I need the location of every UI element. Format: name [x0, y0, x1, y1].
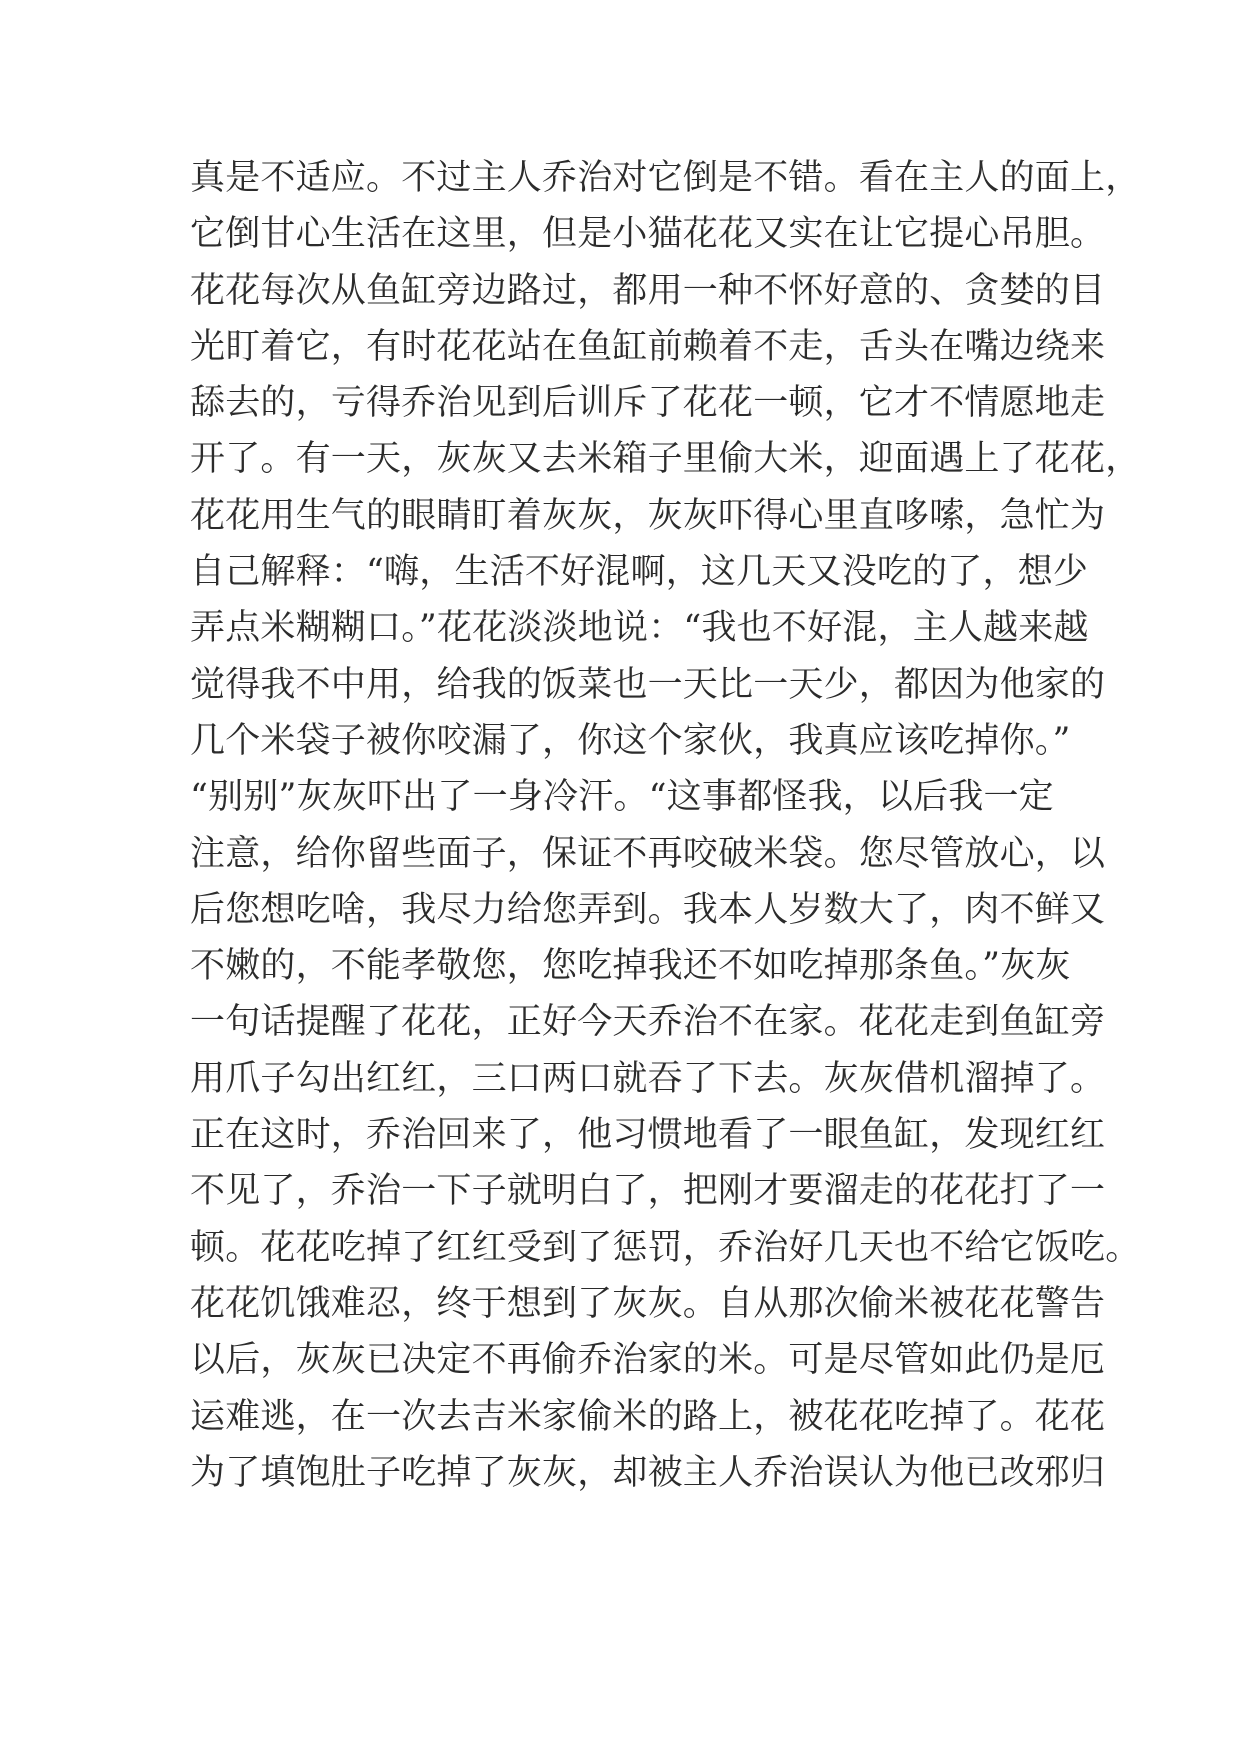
text-line: 后您想吃啥，我尽力给您弄到。我本人岁数大了，肉不鲜又 — [190, 889, 1106, 930]
text-line: “别别”灰灰吓出了一身冷汗。“这事都怪我，以后我一定 — [190, 777, 1054, 818]
text-line: 用爪子勾出红红，三口两口就吞了下去。灰灰借机溜掉了。 — [190, 1058, 1106, 1099]
text-line: 不见了，乔治一下子就明白了，把刚才要溜走的花花打了一 — [190, 1171, 1106, 1212]
text-line: 运难逃，在一次去吉米家偷米的路上，被花花吃掉了。花花 — [190, 1396, 1106, 1437]
text-line: 为了填饱肚子吃掉了灰灰，却被主人乔治误认为他已改邪归 — [190, 1452, 1106, 1493]
text-line: 顿。花花吃掉了红红受到了惩罚，乔治好几天也不给它饭吃。 — [190, 1227, 1141, 1268]
text-line: 以后，灰灰已决定不再偷乔治家的米。可是尽管如此仍是厄 — [190, 1340, 1106, 1381]
text-line: 注意，给你留些面子，保证不再咬破米袋。您尽管放心，以 — [190, 833, 1106, 874]
body-text — [190, 150, 1141, 1501]
text-line: 花花每次从鱼缸旁边路过，都用一种不怀好意的、贪婪的目 — [190, 270, 1106, 311]
text-line: 弄点米糊糊口。”花花淡淡地说：“我也不好混，主人越来越 — [190, 608, 1089, 649]
text-line: 开了。有一天，灰灰又去米箱子里偷大米，迎面遇上了花花， — [190, 439, 1141, 480]
text-line: 舔去的，亏得乔治见到后训斥了花花一顿，它才不情愿地走 — [190, 383, 1106, 424]
text-line: 自己解释：“嗨，生活不好混啊，这几天又没吃的了，想少 — [190, 552, 1089, 593]
text-line: 花花用生气的眼睛盯着灰灰，灰灰吓得心里直哆嗦，急忙为 — [190, 495, 1106, 536]
text-line: 一句话提醒了花花，正好今天乔治不在家。花花走到鱼缸旁 — [190, 1002, 1106, 1043]
text-line: 不嫩的，不能孝敬您，您吃掉我还不如吃掉那条鱼。”灰灰 — [190, 946, 1071, 987]
text-line: 真是不适应。不过主人乔治对它倒是不错。看在主人的面上， — [190, 158, 1141, 198]
text-line: 它倒甘心生活在这里，但是小猫花花又实在让它提心吊胆。 — [190, 214, 1106, 255]
text-line: 花花饥饿难忍，终于想到了灰灰。自从那次偷米被花花警告 — [190, 1283, 1106, 1324]
text-line: 光盯着它，有时花花站在鱼缸前赖着不走，舌头在嘴边绕来 — [190, 326, 1106, 367]
text-line: 几个米袋子被你咬漏了，你这个家伙，我真应该吃掉你。” — [190, 720, 1071, 761]
text-line: 正在这时，乔治回来了，他习惯地看了一眼鱼缸，发现红红 — [190, 1115, 1106, 1156]
text-line: 觉得我不中用，给我的饭菜也一天比一天少，都因为他家的 — [190, 664, 1106, 705]
